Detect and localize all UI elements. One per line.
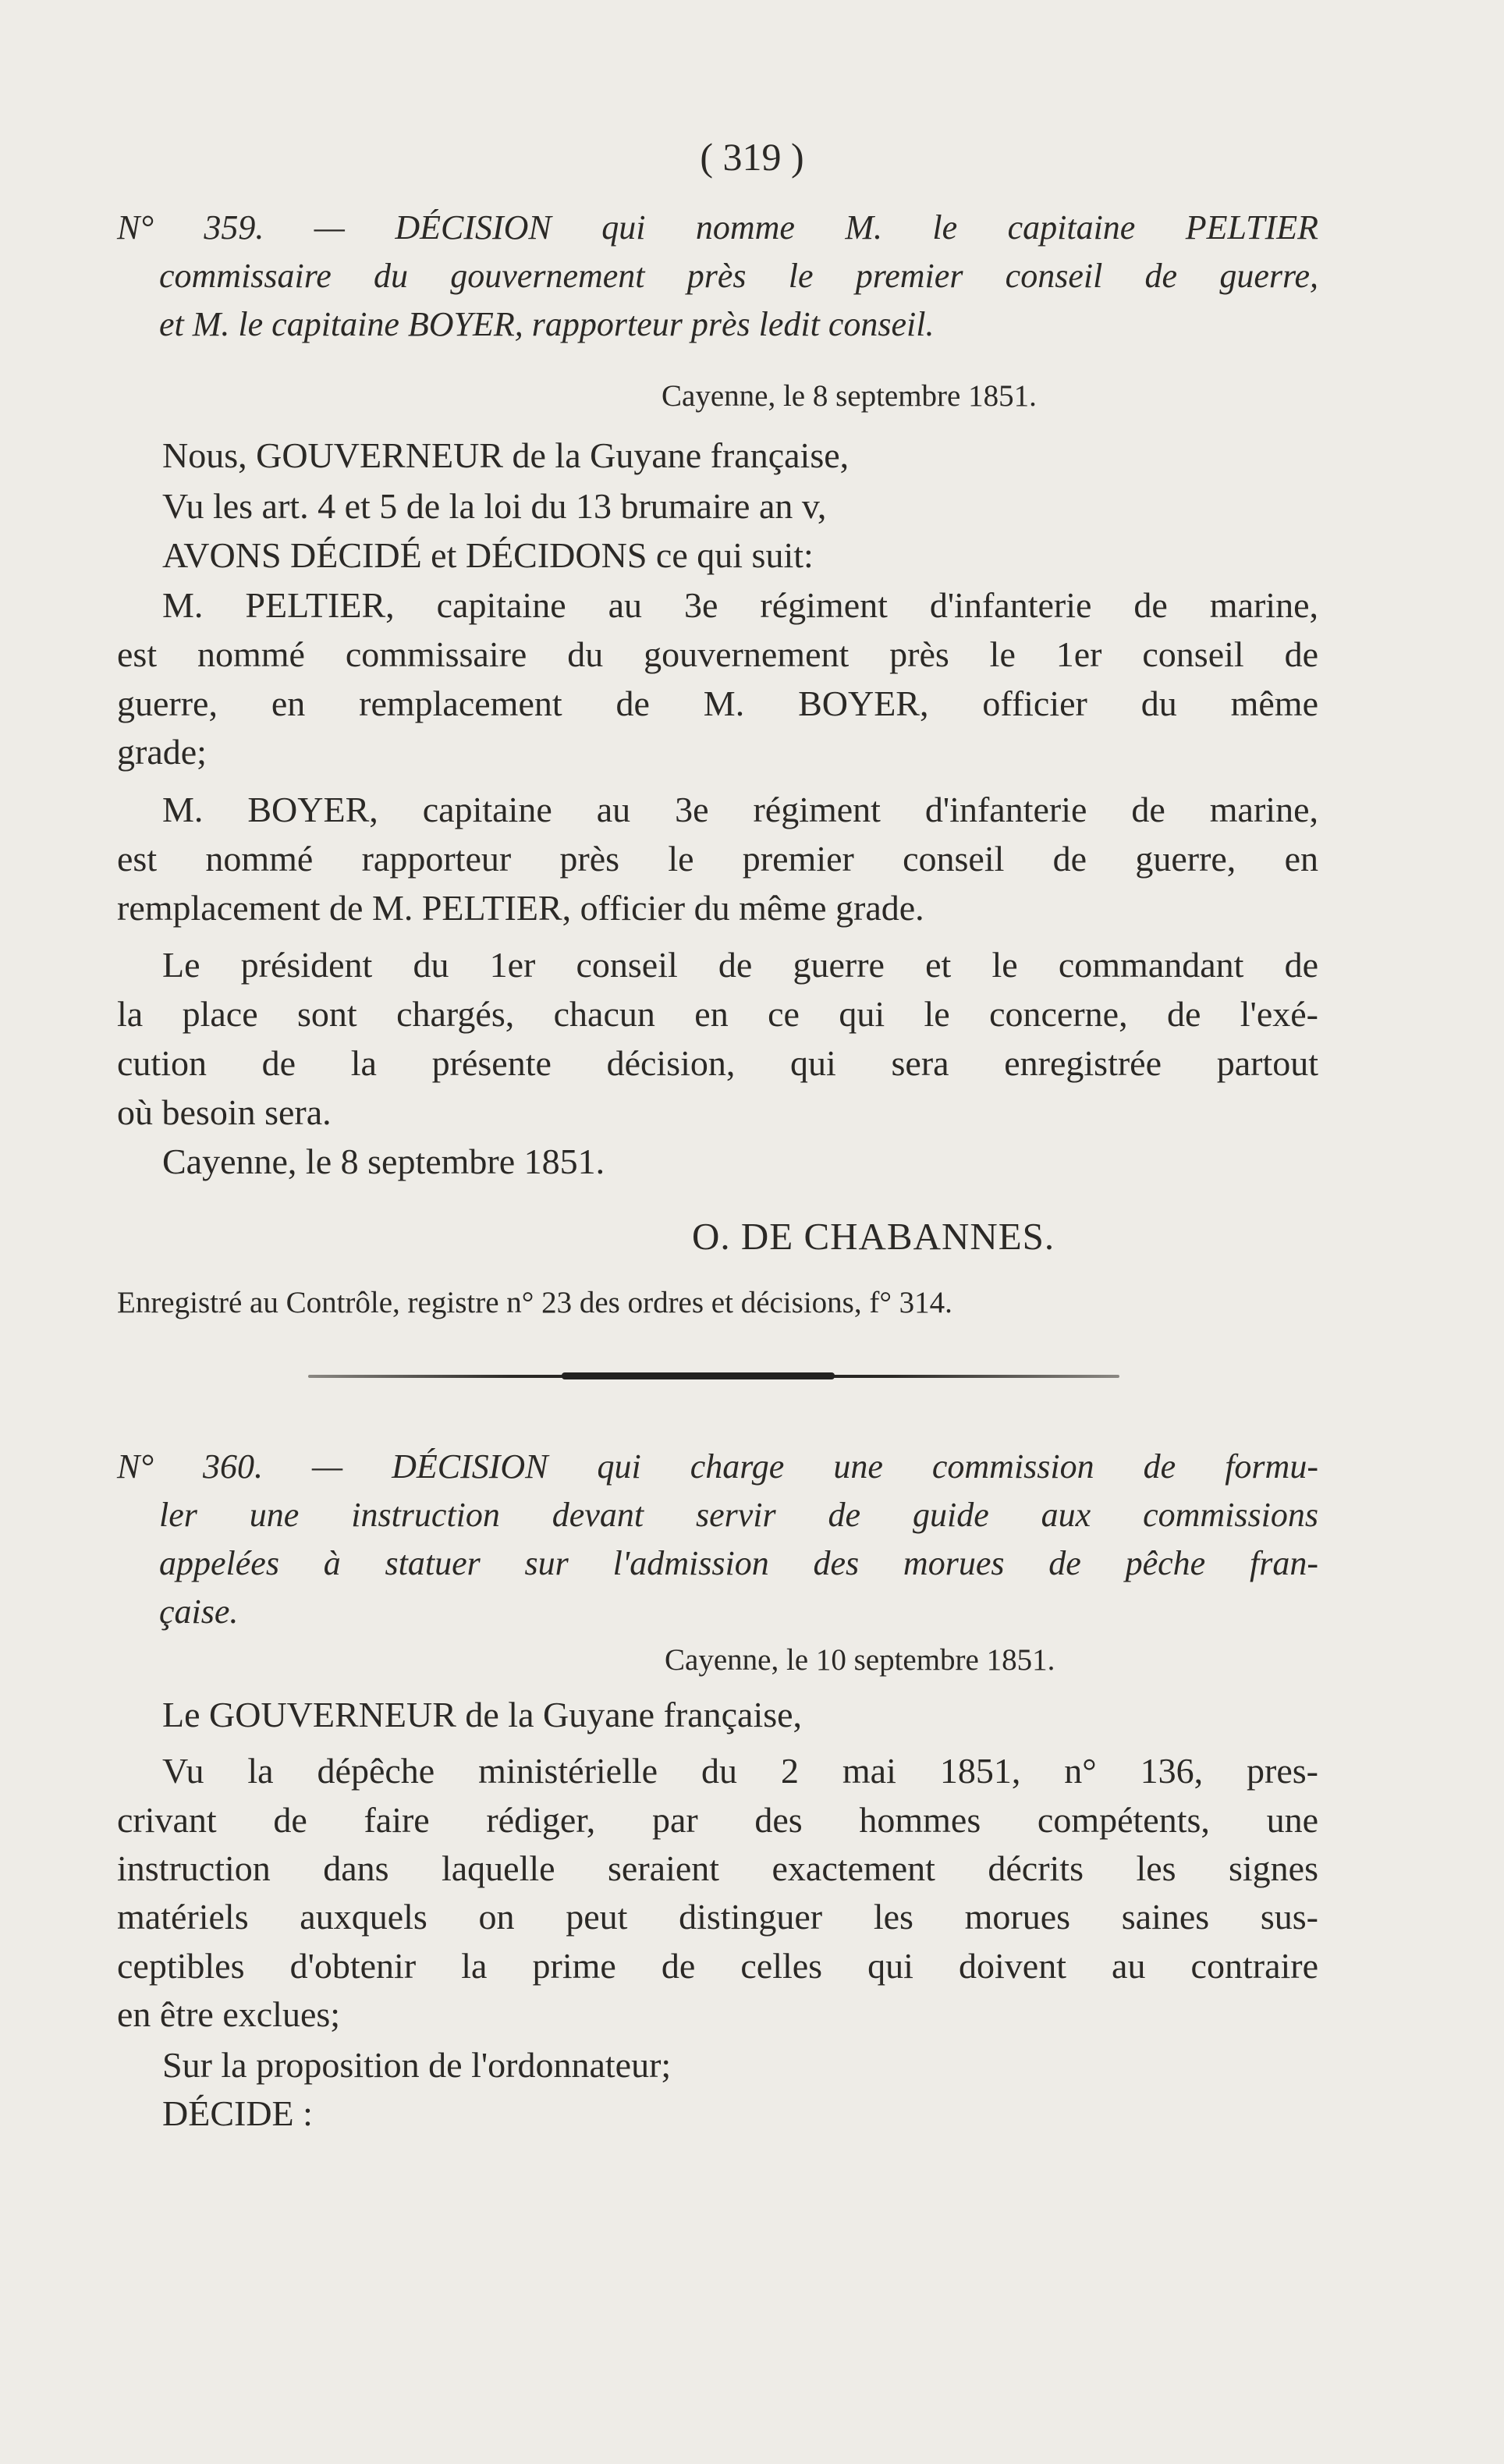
body-line: Cayenne, le 8 septembre 1851. (162, 1141, 605, 1181)
heading-line: commissaire du gouvernement près le premier conseil de guerre, (159, 257, 1318, 295)
registration-note: Enregistré au Contrôle, registre n° 23 des ordres et décisions, f° 314. (117, 1286, 952, 1319)
body-line: crivant de faire rédiger, par des hommes compétents, une (117, 1800, 1318, 1840)
body-line: Vu la dépêche ministérielle du 2 mai 1851, n° 136, pres- (162, 1751, 1318, 1791)
body-line: M. PELTIER, capitaine au 3e régiment d'infanterie de marine, (162, 585, 1318, 625)
section-divider-center (562, 1372, 835, 1379)
body-line: M. BOYER, capitaine au 3e régiment d'infanterie de marine, (162, 790, 1318, 829)
body-line: guerre, en remplacement de M. BOYER, officier du même (117, 683, 1318, 723)
body-line: Le GOUVERNEUR de la Guyane française, (162, 1695, 803, 1734)
body-line: Le président du 1er conseil de guerre et le commandant de (162, 945, 1318, 985)
body-line: Sur la proposition de l'ordonnateur; (162, 2045, 672, 2085)
heading-line: çaise. (159, 1592, 239, 1631)
body-line: Nous, GOUVERNEUR de la Guyane française, (162, 435, 850, 475)
body-line: où besoin sera. (117, 1092, 332, 1132)
body-line: en être exclues; (117, 1994, 341, 2034)
dateline: Cayenne, le 8 septembre 1851. (662, 379, 1037, 413)
page-number: ( 319 ) (700, 135, 804, 179)
body-line: matériels auxquels on peut distinguer les morues saines sus- (117, 1897, 1318, 1937)
heading-line: N° 359. — DÉCISION qui nomme M. le capitaine PELTIER (117, 208, 1318, 247)
body-line: ceptibles d'obtenir la prime de celles qui doivent au contraire (117, 1946, 1318, 1986)
signature: O. DE CHABANNES. (692, 1215, 1055, 1258)
body-line: est nommé commissaire du gouvernement près le 1er conseil de (117, 634, 1318, 674)
heading-line: et M. le capitaine BOYER, rapporteur près ledit conseil. (159, 305, 935, 343)
heading-line: N° 360. — DÉCISION qui charge une commission de formu- (117, 1447, 1318, 1486)
body-line: est nommé rapporteur près le premier conseil de guerre, en (117, 839, 1318, 879)
dateline: Cayenne, le 10 septembre 1851. (665, 1643, 1055, 1677)
body-line: DÉCIDE : (162, 2093, 313, 2133)
body-line: Vu les art. 4 et 5 de la loi du 13 brumaire an v, (162, 486, 827, 526)
body-line: la place sont chargés, chacun en ce qui le concerne, de l'exé- (117, 994, 1318, 1034)
body-line: AVONS DÉCIDÉ et DÉCIDONS ce qui suit: (162, 535, 814, 575)
body-line: instruction dans laquelle seraient exactement décrits les signes (117, 1848, 1318, 1888)
heading-line: appelées à statuer sur l'admission des morues de pêche fran- (159, 1544, 1318, 1582)
heading-line: ler une instruction devant servir de guide aux commissions (159, 1496, 1318, 1534)
body-line: remplacement de M. PELTIER, officier du même grade. (117, 888, 924, 928)
body-line: grade; (117, 732, 207, 772)
body-line: cution de la présente décision, qui sera enregistrée partout (117, 1043, 1318, 1083)
